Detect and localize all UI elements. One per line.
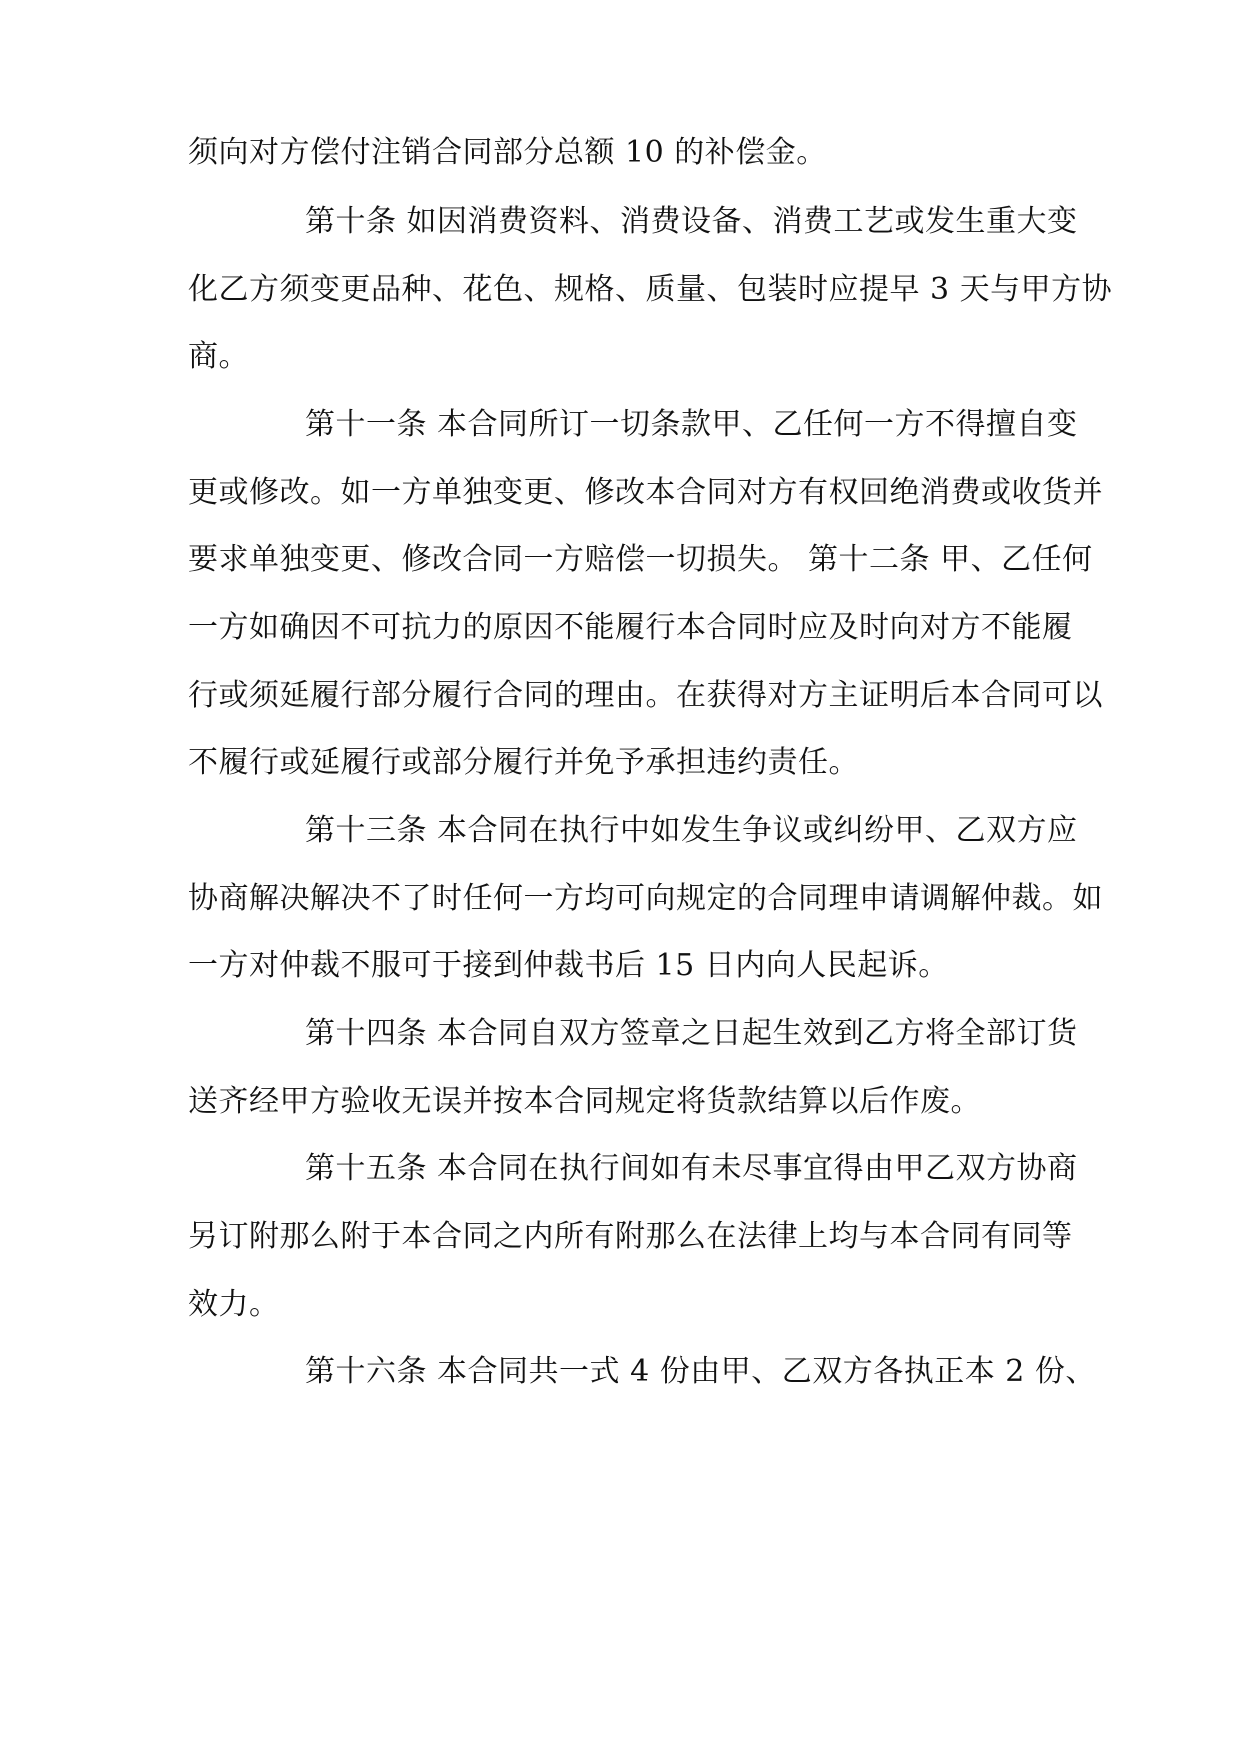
clause-15-heading-line: 第十五条 本合同在执行间如有未尽事宜得由甲乙双方协商 [305, 1151, 1078, 1186]
text-line: 要求单独变更、修改合同一方赔偿一切损失。 第十二条 甲、乙任何 [188, 542, 1093, 577]
clause-13-heading-line: 第十三条 本合同在执行中如发生争议或纠纷甲、乙双方应 [305, 813, 1078, 848]
text-line: 一方对仲裁不服可于接到仲裁书后 15 日内向人民起诉。 [188, 948, 949, 983]
text-line: 另订附那么附于本合同之内所有附那么在法律上均与本合同有同等 [188, 1219, 1073, 1254]
clause-11-heading-line: 第十一条 本合同所订一切条款甲、乙任何一方不得擅自变 [305, 407, 1078, 442]
text-line: 商。 [188, 339, 249, 374]
text-line: 须向对方偿付注销合同部分总额 10 的补偿金。 [188, 135, 827, 170]
text-line: 效力。 [188, 1287, 280, 1322]
clause-16-heading-line: 第十六条 本合同共一式 4 份由甲、乙双方各执正本 2 份、 [305, 1354, 1096, 1389]
text-line: 行或须延履行部分履行合同的理由。在获得对方主证明后本合同可以 [188, 678, 1103, 713]
text-line: 化乙方须变更品种、花色、规格、质量、包装时应提早 3 天与甲方协 [188, 272, 1113, 307]
text-line: 协商解决解决不了时任何一方均可向规定的合同理申请调解仲裁。如 [188, 881, 1103, 916]
clause-10-heading-line: 第十条 如因消费资料、消费设备、消费工艺或发生重大变 [305, 204, 1078, 239]
text-line: 一方如确因不可抗力的原因不能履行本合同时应及时向对方不能履 [188, 610, 1073, 645]
text-line: 更或修改。如一方单独变更、修改本合同对方有权回绝消费或收货并 [188, 475, 1103, 510]
text-line: 不履行或延履行或部分履行并免予承担违约责任。 [188, 745, 859, 780]
text-line: 送齐经甲方验收无误并按本合同规定将货款结算以后作废。 [188, 1084, 981, 1119]
clause-14-heading-line: 第十四条 本合同自双方签章之日起生效到乙方将全部订货 [305, 1016, 1078, 1051]
